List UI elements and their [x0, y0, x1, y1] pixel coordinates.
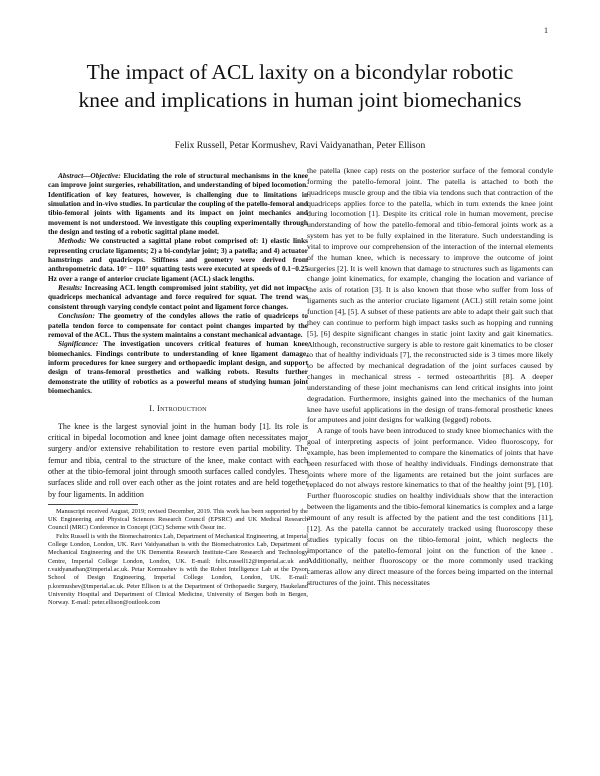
- footnote-received: Manuscript received August, 2019; revised December, 2019. This work has been supported by the UK Engineering and Physical Sciences Research Council (EPSRC) and UK Medical Research Council (MRC) Conference in Concept (CiC) Scheme with Össur inc.: [48, 507, 308, 532]
- left-column: [48, 171, 308, 607]
- paper-title: [40, 58, 560, 114]
- abstract-conclusion: [48, 311, 308, 339]
- footnotes: [48, 508, 308, 608]
- abstract-results-label: Results:: [58, 283, 83, 293]
- intro-paragraph-1: The knee is the largest synovial joint in the human body [1]. Its role is critical in bipedal locomotion and knee joint damage often necessitates major surgery and/or extensive rehabilitation to restore even partial mobility. The femur and tibia, central to the structure of the knee, make contact with each other at the tibio-femoral joint through smooth surfaces called condyles. These surfaces slide and roll over each other as the joint rotates and are held together by four ligaments. In addition: [48, 421, 308, 499]
- abstract-objective-label: Abstract—Objective:: [58, 171, 121, 180]
- author-list: Felix Russell, Petar Kormushev, Ravi Vaidyanathan, Peter Ellison: [174, 141, 426, 151]
- intro-paragraph-3: A range of tools have been introduced to study knee biomechanics with the goal of interpreting aspects of joint performance. Video fluoroscopy, for example, has been implemented to compare the kinematics of joints that have been resurfaced with those of healthy individuals. Findings demonstrate that joints where more of the ligaments are retained but the joint surfaces are replaced do not always restore kinematics to that of the healthy joint [9], [10]. Further fluoroscopic studies on healthy individuals show that the interaction between the ligaments and the tibio-femoral kinematics is complex and a large amount of any result is affected by the patient and the test conditions [11], [12]. As the patella cannot be accurately tracked using fluoroscopy these studies typically focus on the tibio-femoral joint, which neglects the importance of the patello-femoral joint on the function of the knee . Additionally, neither fluoroscopy or the more commonly used tracking cameras allow any direct measure of the forces being imparted on the internal structures of the joint. This necessitates: [307, 426, 553, 588]
- page-number: 1: [544, 26, 548, 35]
- abstract-objective: [48, 171, 308, 236]
- abstract-conclusion-label: Conclusion:: [58, 311, 95, 321]
- footnote-rule: [48, 504, 138, 505]
- introduction-left: [48, 421, 308, 500]
- abstract: [48, 171, 308, 395]
- title-line-2: knee and implications in human joint biomechanics: [78, 88, 522, 112]
- abstract-significance-text: The investigation uncovers critical features of human knee biomechanics. Findings contribute to understanding of knee ligament damage, inform procedures for knee surgery and orthopaedic implant design, and support design of trans-femoral prosthetics and walking robots. Results further demonstrate the utility of robotics as a powerful means of studying human joint biomechanics.: [48, 339, 308, 395]
- abstract-methods-text: We constructed a sagittal plane robot comprised of: 1) elastic links representing cruciate ligaments; 2) a bi-condylar joint; 3) a patella; and 4) actuator hamstrings and quadriceps. Stiffness and geometry were derived from anthropometric data. 10° − 110° squatting tests were executed at speeds of 0.1−0.25 Hz over a range of anterior cruciate ligament (ACL) slack lengths.: [48, 236, 308, 283]
- abstract-methods: [48, 236, 308, 283]
- footnote-affiliations: Felix Russell is with the Biomechatronics Lab, Department of Mechanical Engineering, at Imperial College London, London, UK. Ravi Vaidyanathan is with the Biomechatronics Lab, Department of Mechanical Engineering and the UK Dementia Research Institute-Care Research and Technology Centre, Imperial College London, London, UK. E-mail: felix.russell12@imperial.ac.uk and r.vaidyanathan@imperial.ac.uk. Petar Kormushev is with the Robot Intelligence Lab at the Dyson School of Design Engineering, Imperial College London, London, UK. E-mail: p.kormushev@imperial.ac.uk. Peter Ellison is at the Department of Orthopaedic Surgery, Haukeland University Hospital and Department of Clinical Medicine, University of Bergen both in Bergen, Norway. E-mail: peter.ellison@outlook.com: [48, 532, 308, 607]
- abstract-significance-label: Significance:: [58, 339, 99, 349]
- abstract-results: [48, 283, 308, 311]
- abstract-methods-label: Methods:: [58, 236, 87, 246]
- abstract-significance: [48, 339, 308, 395]
- abstract-results-text: Increasing ACL length compromised joint stability, yet did not impact quadriceps mechanical advantage and force required for squat. The trend was consistent through varying condyle contact point and ligament force changes.: [48, 283, 308, 311]
- title-line-1: The impact of ACL laxity on a bicondylar robotic: [86, 60, 514, 84]
- right-column: [307, 166, 553, 589]
- intro-paragraph-2: the patella (knee cap) rests on the posterior surface of the femoral condyle forming the patello-femoral joint. The patella is attached to both the quadriceps muscle group and the tibia via tendons such that contraction of the quadriceps applies force to the patella, which in turn extends the knee joint during locomotion [1]. Despite its critical role in human movement, precise understanding of how the patello-femoral and tibio-femoral joints work as a system has yet to be fully explained in the literature. Such understanding is vital to improve our comprehension of the interaction of the internal elements of the human knee, which is necessary to improve the outcome of joint surgeries [2]. It is well known that damage to structures such as ligaments can change joint kinematics, for example, changing the location and variance of the axis of rotation [3]. It is also known that those who suffer from loss of ligaments such as the anterior cruciate ligament (ACL) still retain some joint function [4], [5]. A subset of these patients are able to adapt their gait such that they can continue to perform high impact tasks such as hopping and running [5], [6] despite significant changes in static joint laxity and gait kinematics. Although, reconstructive surgery is able to restore gait kinematics to be closer to that of healthy individuals [7], the reconstructed side is 3 times more likely to be affected by mechanical degradation of the joint surfaces caused by changes in mechanical stress - termed osteoarthritis [8]. A deeper understanding of these joint mechanisms can lend critical insights into joint degradation. Furthermore, insights gained into the mechanics of the human knee have useful applications in the design of trans-femoral prosthetic knees for amputees and joint designs for walking (legged) robots.: [307, 166, 553, 425]
- abstract-objective-text: Elucidating the role of structural mechanisms in the knee can improve joint surgeries, rehabilitation, and understanding of biped locomotion. Identification of key features, however, is challenging due to limitations in simulation and in-vivo studies. In particular the coupling of the patello-femoral and tibio-femoral joints with ligaments and its impact on joint mechanics and movement is not understood. We investigate this coupling experimentally through the design and testing of a robotic sagittal plane model.: [48, 171, 308, 237]
- section-heading-introduction: I. Introduction: [149, 404, 207, 414]
- abstract-conclusion-text: The geometry of the condyles allows the ratio of quadriceps to patella tendon force to compensate for contact point changes imparted by the removal of the ACL. Thus the system maintains a constant mechanical advantage.: [48, 311, 308, 339]
